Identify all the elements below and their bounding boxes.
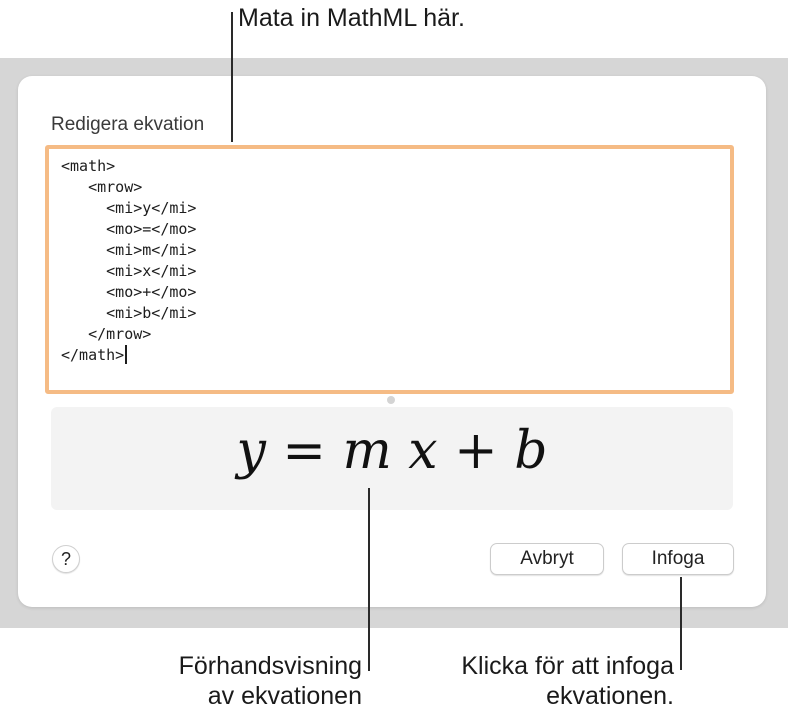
cancel-button[interactable]: Avbryt (490, 543, 604, 575)
dialog-title: Redigera ekvation (51, 114, 205, 135)
help-button[interactable]: ? (52, 545, 80, 573)
equation-preview (51, 407, 733, 510)
callout-line-insert (680, 577, 682, 670)
insert-button[interactable]: Infoga (622, 543, 734, 575)
callout-insert-line2: ekvationen. (546, 682, 674, 710)
code-line: <mi>b</mi> (61, 304, 197, 322)
callout-editor-label: Mata in MathML här. (238, 4, 465, 32)
code-line: <mrow> (61, 178, 143, 196)
callout-line-preview (368, 488, 370, 671)
code-line: <mi>m</mi> (61, 241, 197, 259)
callout-insert-label (400, 651, 674, 711)
code-line: <mi>y</mi> (61, 199, 197, 217)
callout-insert-line1: Klicka för att infoga (461, 652, 674, 680)
code-line: </mrow> (61, 325, 152, 343)
code-line: <mi>x</mi> (61, 262, 197, 280)
callout-preview-line1: Förhandsvisning (178, 652, 362, 680)
code-line: <mo>+</mo> (61, 283, 197, 301)
code-line: <math> (61, 157, 116, 175)
code-line: </math> (61, 346, 125, 364)
mathml-code[interactable] (49, 149, 730, 366)
text-caret (125, 345, 127, 364)
callout-preview-line2: av ekvationen (207, 682, 362, 710)
code-line: <mo>=</mo> (61, 220, 197, 238)
callout-preview-label (140, 651, 362, 711)
edit-equation-dialog (18, 76, 766, 607)
preview-formula: y = m x + b (236, 421, 548, 481)
callout-line-editor (231, 12, 233, 142)
resize-handle[interactable] (387, 396, 395, 404)
mathml-editor[interactable] (45, 145, 734, 394)
